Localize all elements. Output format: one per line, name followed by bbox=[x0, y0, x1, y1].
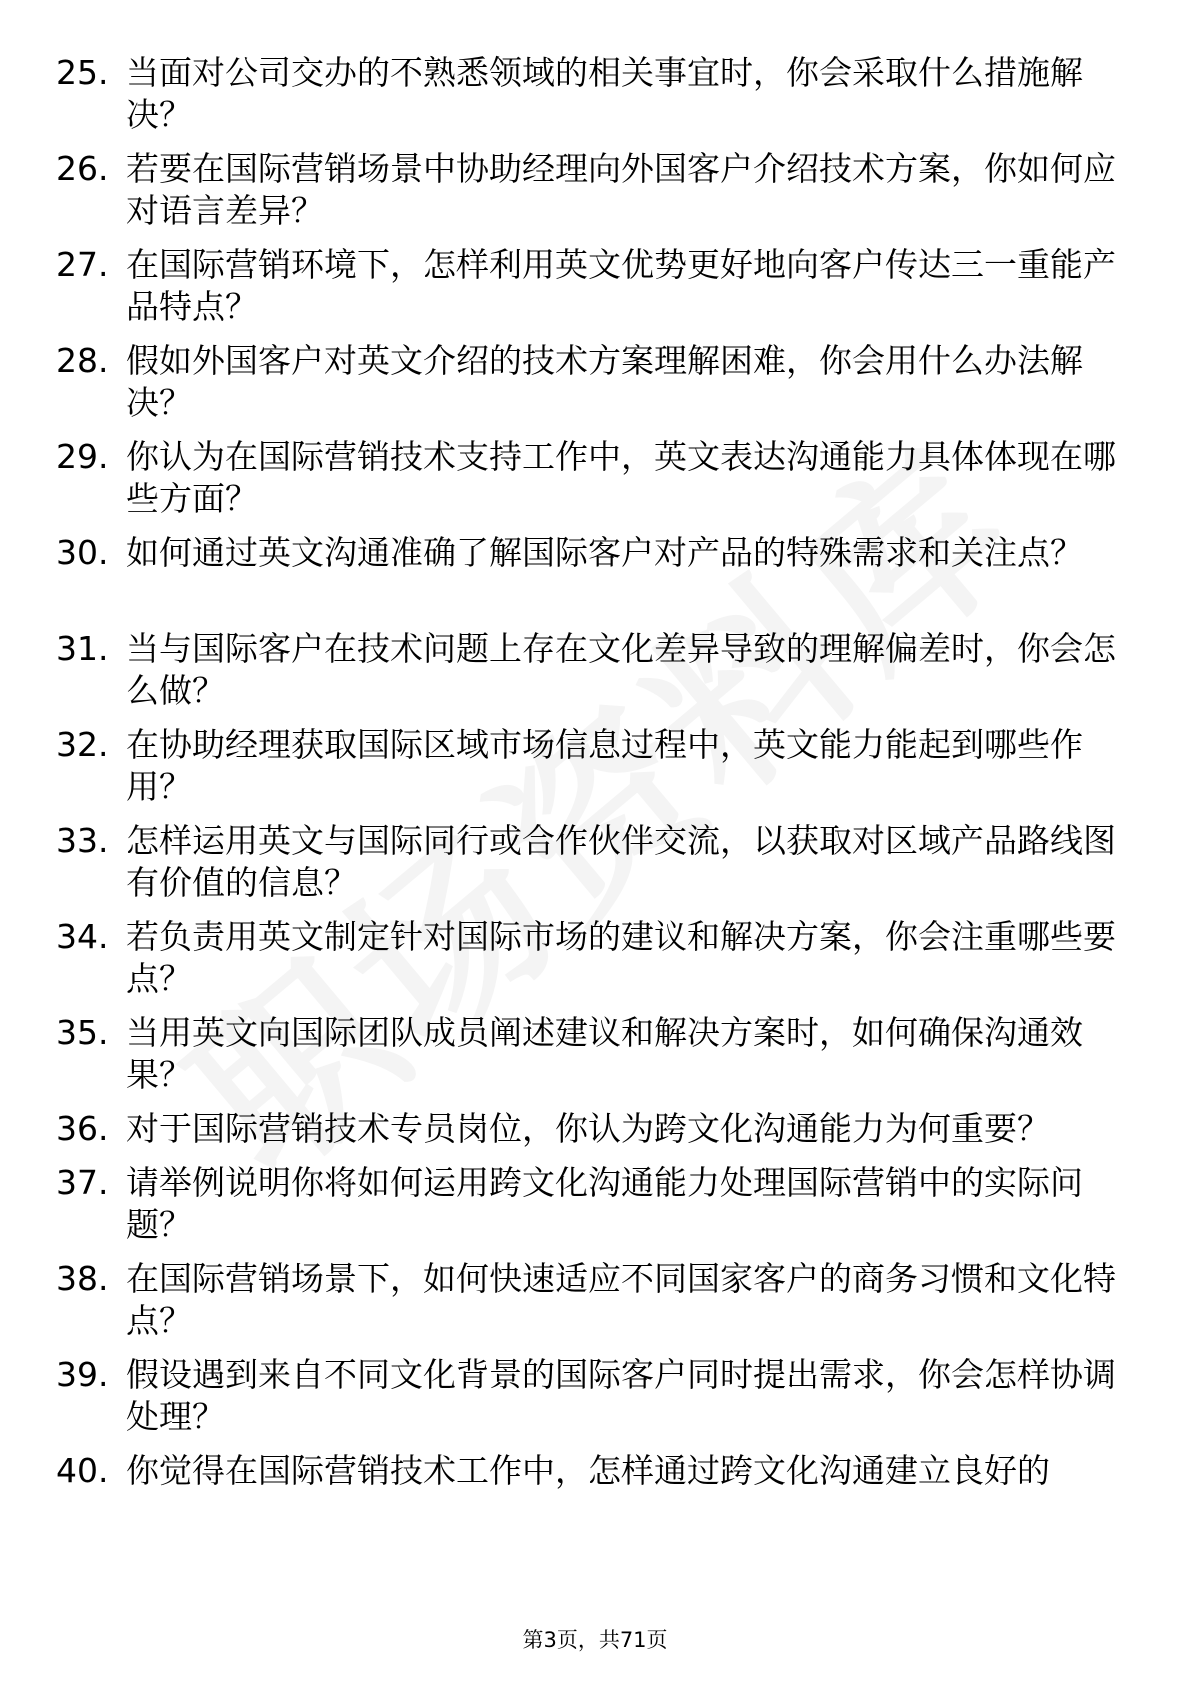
question-number: 33. bbox=[56, 821, 109, 860]
question-text: 你认为在国际营销技术支持工作中，英文表达沟通能力具体体现在哪些方面？ bbox=[126, 437, 1116, 518]
question-text: 你觉得在国际营销技术工作中，怎样通过跨文化沟通建立良好的 bbox=[126, 1451, 1050, 1490]
question-number: 39. bbox=[56, 1355, 109, 1394]
question-item bbox=[56, 1258, 1126, 1342]
question-number: 29. bbox=[56, 437, 109, 476]
question-number: 28. bbox=[56, 341, 109, 380]
question-item bbox=[56, 244, 1126, 328]
question-item bbox=[56, 628, 1126, 712]
question-item bbox=[56, 1354, 1126, 1438]
question-text: 当面对公司交办的不熟悉领域的相关事宜时，你会采取什么措施解决？ bbox=[126, 53, 1083, 134]
page-footer: 第3页，共71页 bbox=[522, 1628, 668, 1652]
question-item bbox=[56, 724, 1126, 808]
question-number: 27. bbox=[56, 245, 109, 284]
question-text: 若负责用英文制定针对国际市场的建议和解决方案，你会注重哪些要点？ bbox=[126, 917, 1116, 998]
question-item bbox=[56, 1162, 1126, 1246]
question-number: 36. bbox=[56, 1109, 109, 1148]
question-text: 假如外国客户对英文介绍的技术方案理解困难，你会用什么办法解决？ bbox=[126, 341, 1083, 422]
question-number: 35. bbox=[56, 1013, 109, 1052]
question-number: 30. bbox=[56, 533, 109, 572]
question-number: 25. bbox=[56, 53, 109, 92]
question-item bbox=[56, 532, 1126, 574]
question-number: 31. bbox=[56, 629, 109, 668]
question-text: 怎样运用英文与国际同行或合作伙伴交流，以获取对区域产品路线图有价值的信息？ bbox=[126, 821, 1116, 902]
question-number: 37. bbox=[56, 1163, 109, 1202]
question-number: 26. bbox=[56, 149, 109, 188]
question-text: 在国际营销场景下，如何快速适应不同国家客户的商务习惯和文化特点？ bbox=[126, 1259, 1116, 1340]
question-text: 对于国际营销技术专员岗位，你认为跨文化沟通能力为何重要？ bbox=[126, 1109, 1050, 1148]
question-item bbox=[56, 1450, 1126, 1492]
question-text: 请举例说明你将如何运用跨文化沟通能力处理国际营销中的实际问题？ bbox=[126, 1163, 1083, 1244]
question-item bbox=[56, 820, 1126, 904]
question-number: 38. bbox=[56, 1259, 109, 1298]
question-item bbox=[56, 148, 1126, 232]
question-item bbox=[56, 52, 1126, 136]
question-text: 如何通过英文沟通准确了解国际客户对产品的特殊需求和关注点？ bbox=[126, 533, 1083, 572]
question-number: 40. bbox=[56, 1451, 109, 1490]
question-item bbox=[56, 1012, 1126, 1096]
question-text: 若要在国际营销场景中协助经理向外国客户介绍技术方案，你如何应对语言差异？ bbox=[126, 149, 1116, 230]
question-text: 当用英文向国际团队成员阐述建议和解决方案时，如何确保沟通效果？ bbox=[126, 1013, 1083, 1094]
question-item bbox=[56, 916, 1126, 1000]
question-item bbox=[56, 1108, 1126, 1150]
question-text: 假设遇到来自不同文化背景的国际客户同时提出需求，你会怎样协调处理？ bbox=[126, 1355, 1116, 1436]
question-item bbox=[56, 436, 1126, 520]
question-text: 在协助经理获取国际区域市场信息过程中，英文能力能起到哪些作用？ bbox=[126, 725, 1083, 806]
question-text: 在国际营销环境下，怎样利用英文优势更好地向客户传达三一重能产品特点？ bbox=[126, 245, 1116, 326]
question-item bbox=[56, 340, 1126, 424]
question-text: 当与国际客户在技术问题上存在文化差异导致的理解偏差时，你会怎么做？ bbox=[126, 629, 1116, 710]
question-number: 34. bbox=[56, 917, 109, 956]
question-number: 32. bbox=[56, 725, 109, 764]
